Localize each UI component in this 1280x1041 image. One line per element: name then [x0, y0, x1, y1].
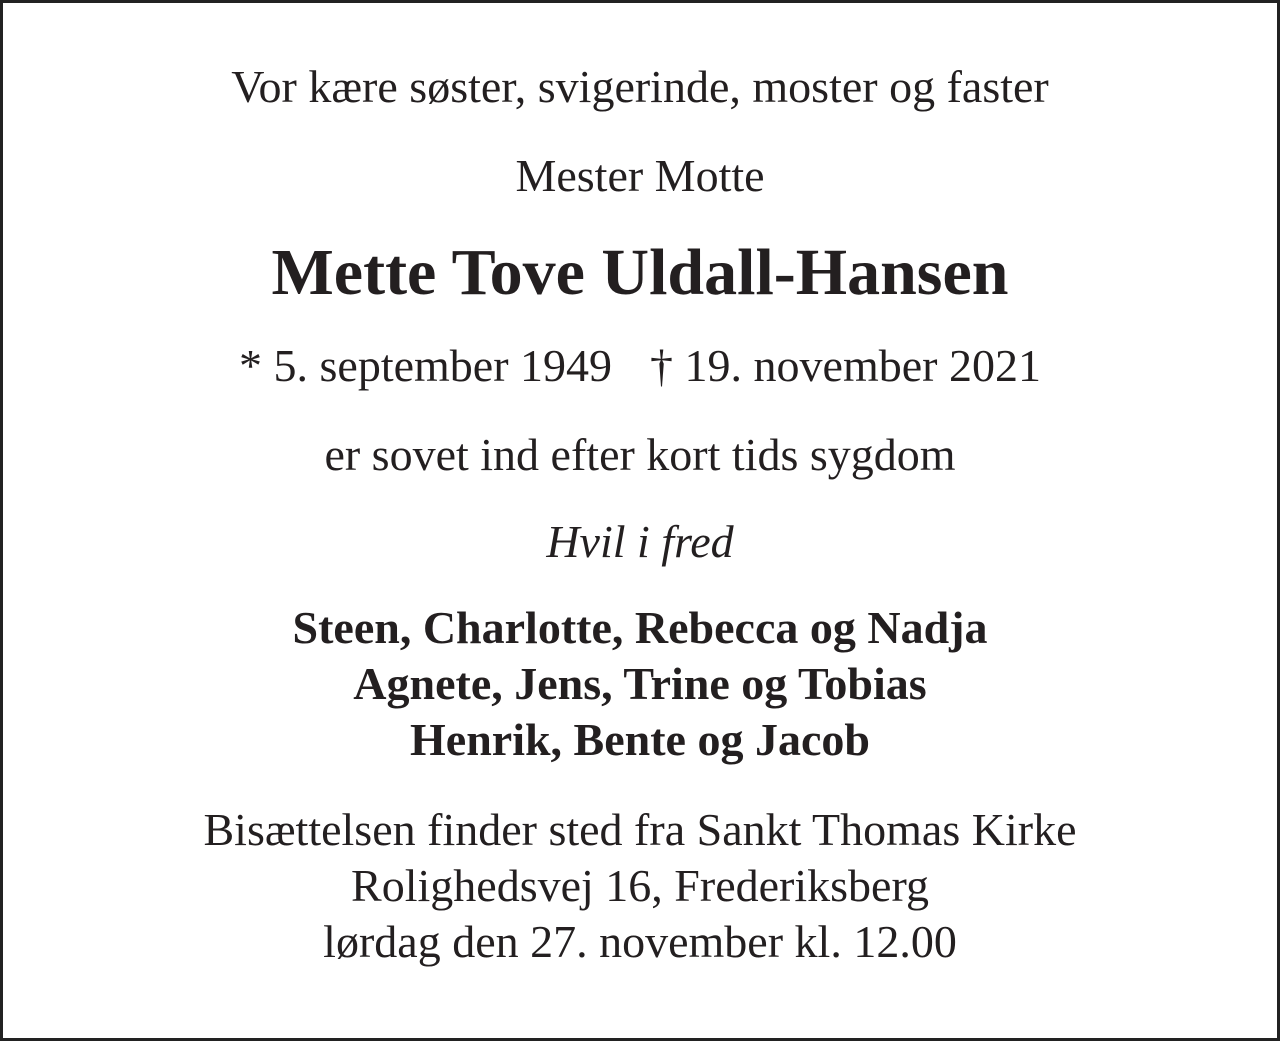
- intro-line: Vor kære søster, svigerinde, moster og faster: [231, 61, 1049, 112]
- family-line: Henrik, Bente og Jacob: [410, 714, 870, 765]
- service-line: Rolighedsvej 16, Frederiksberg: [351, 860, 929, 911]
- deceased-name: Mette Tove Uldall-Hansen: [271, 236, 1009, 309]
- service-details: [3, 802, 1277, 970]
- nickname: Mester Motte: [515, 150, 765, 201]
- family-names: [3, 600, 1277, 768]
- passing-text: er sovet ind efter kort tids sygdom: [324, 429, 956, 480]
- death-date: † 19. november 2021: [650, 340, 1041, 391]
- rest-in-peace: Hvil i fred: [546, 516, 734, 567]
- service-line: lørdag den 27. november kl. 12.00: [323, 916, 957, 967]
- life-dates: [3, 336, 1277, 396]
- family-line: Steen, Charlotte, Rebecca og Nadja: [292, 602, 988, 653]
- birth-date: * 5. september 1949: [239, 340, 613, 391]
- service-line: Bisættelsen finder sted fra Sankt Thomas Kirke: [203, 804, 1077, 855]
- family-line: Agnete, Jens, Trine og Tobias: [353, 658, 927, 709]
